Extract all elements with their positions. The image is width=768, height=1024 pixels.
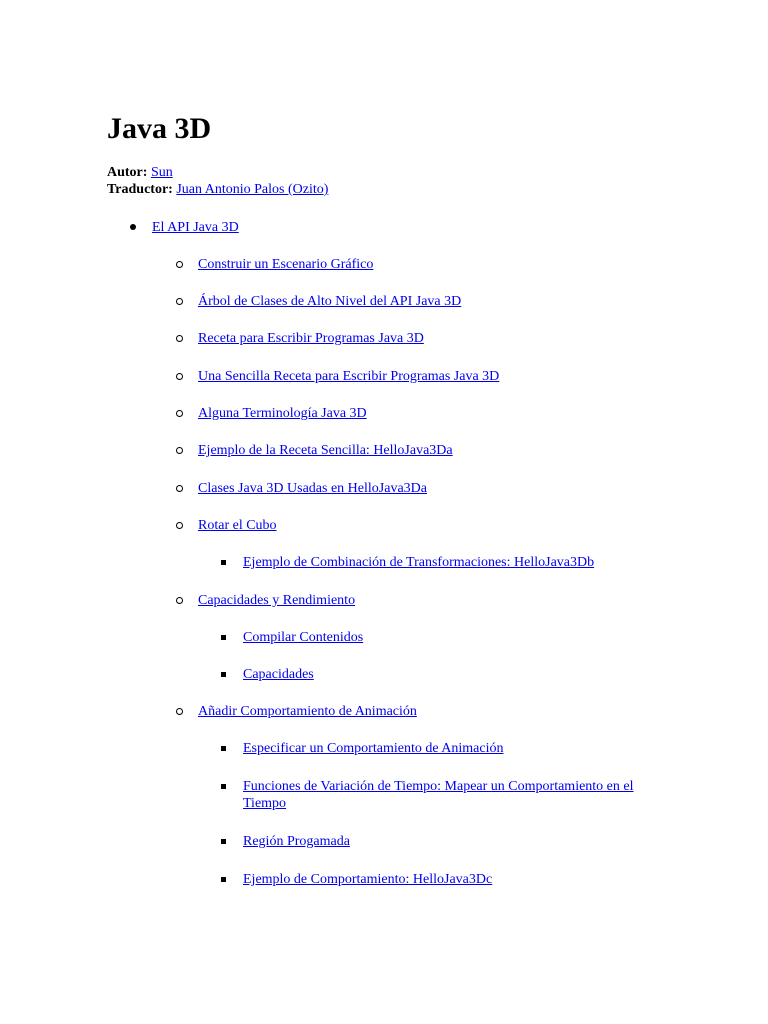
toc-link[interactable]: Alguna Terminología Java 3D [198, 406, 367, 421]
toc-link[interactable]: Ejemplo de Combinación de Transformaciones: HelloJava3Db [243, 555, 595, 570]
toc-link[interactable]: Ejemplo de la Receta Sencilla: HelloJava3Da [198, 443, 453, 458]
bullet-circle-icon [176, 597, 183, 604]
toc-link[interactable]: Árbol de Clases de Alto Nivel del API Java 3D [198, 294, 462, 309]
toc-item-level-2 [198, 256, 658, 273]
translator-line [107, 181, 328, 198]
toc-item-level-3 [243, 666, 658, 683]
toc-item-level-2 [198, 368, 658, 385]
page-title: Java 3D [107, 112, 212, 145]
toc-item-level-3 [243, 740, 658, 757]
toc-item-level-2 [198, 330, 658, 347]
bullet-circle-icon [176, 410, 183, 417]
bullet-circle-icon [176, 522, 183, 529]
toc-item-level-2 [198, 517, 658, 534]
bullet-square-icon [221, 784, 226, 789]
toc-link[interactable]: Capacidades [243, 667, 314, 682]
toc-link[interactable]: El API Java 3D [152, 220, 239, 235]
bullet-square-icon [221, 877, 226, 882]
author-label: Autor: [107, 165, 148, 180]
toc-item-level-2 [198, 592, 658, 609]
bullet-circle-icon [176, 708, 183, 715]
bullet-circle-icon [176, 485, 183, 492]
toc-link[interactable]: Clases Java 3D Usadas en HelloJava3Da [198, 481, 427, 496]
toc-item-level-2 [198, 480, 658, 497]
toc-item-level-2 [198, 703, 658, 720]
toc-link[interactable]: Receta para Escribir Programas Java 3D [198, 331, 424, 346]
translator-label: Traductor: [107, 182, 173, 197]
author-link[interactable]: Sun [150, 165, 173, 180]
bullet-circle-icon [176, 261, 183, 268]
toc-item-level-3 [243, 629, 658, 646]
toc-link[interactable]: Funciones de Variación de Tiempo: Mapear un Comportamiento en el Tiempo [243, 779, 634, 811]
bullet-square-icon [221, 839, 226, 844]
toc-item-level-3 [243, 778, 658, 812]
toc-item-level-2 [198, 442, 658, 459]
bullet-circle-icon [176, 298, 183, 305]
bullet-square-icon [221, 746, 226, 751]
toc-item-level-2 [198, 405, 658, 422]
toc-link[interactable]: Añadir Comportamiento de Animación [198, 704, 417, 719]
bullet-disc-icon [130, 224, 136, 230]
author-line [107, 164, 173, 181]
toc-item-level-2 [198, 293, 658, 310]
toc-link[interactable]: Ejemplo de Comportamiento: HelloJava3Dc [243, 872, 493, 887]
toc-link[interactable]: Compilar Contenidos [243, 630, 364, 645]
toc-link[interactable]: Región Progamada [243, 834, 350, 849]
toc-item-level-1 [152, 219, 652, 236]
toc-link[interactable]: Rotar el Cubo [198, 518, 277, 533]
toc-item-level-3 [243, 833, 658, 850]
bullet-square-icon [221, 635, 226, 640]
toc-link[interactable]: Construir un Escenario Gráfico [198, 257, 374, 272]
toc-link[interactable]: Especificar un Comportamiento de Animación [243, 741, 504, 756]
bullet-circle-icon [176, 447, 183, 454]
toc-link[interactable]: Capacidades y Rendimiento [198, 593, 356, 608]
toc-link[interactable]: Una Sencilla Receta para Escribir Programas Java 3D [198, 369, 500, 384]
toc-item-level-3 [243, 554, 658, 571]
bullet-square-icon [221, 560, 226, 565]
toc-item-level-3 [243, 871, 658, 888]
bullet-circle-icon [176, 335, 183, 342]
translator-link[interactable]: Juan Antonio Palos (Ozito) [176, 182, 329, 197]
bullet-circle-icon [176, 373, 183, 380]
bullet-square-icon [221, 672, 226, 677]
